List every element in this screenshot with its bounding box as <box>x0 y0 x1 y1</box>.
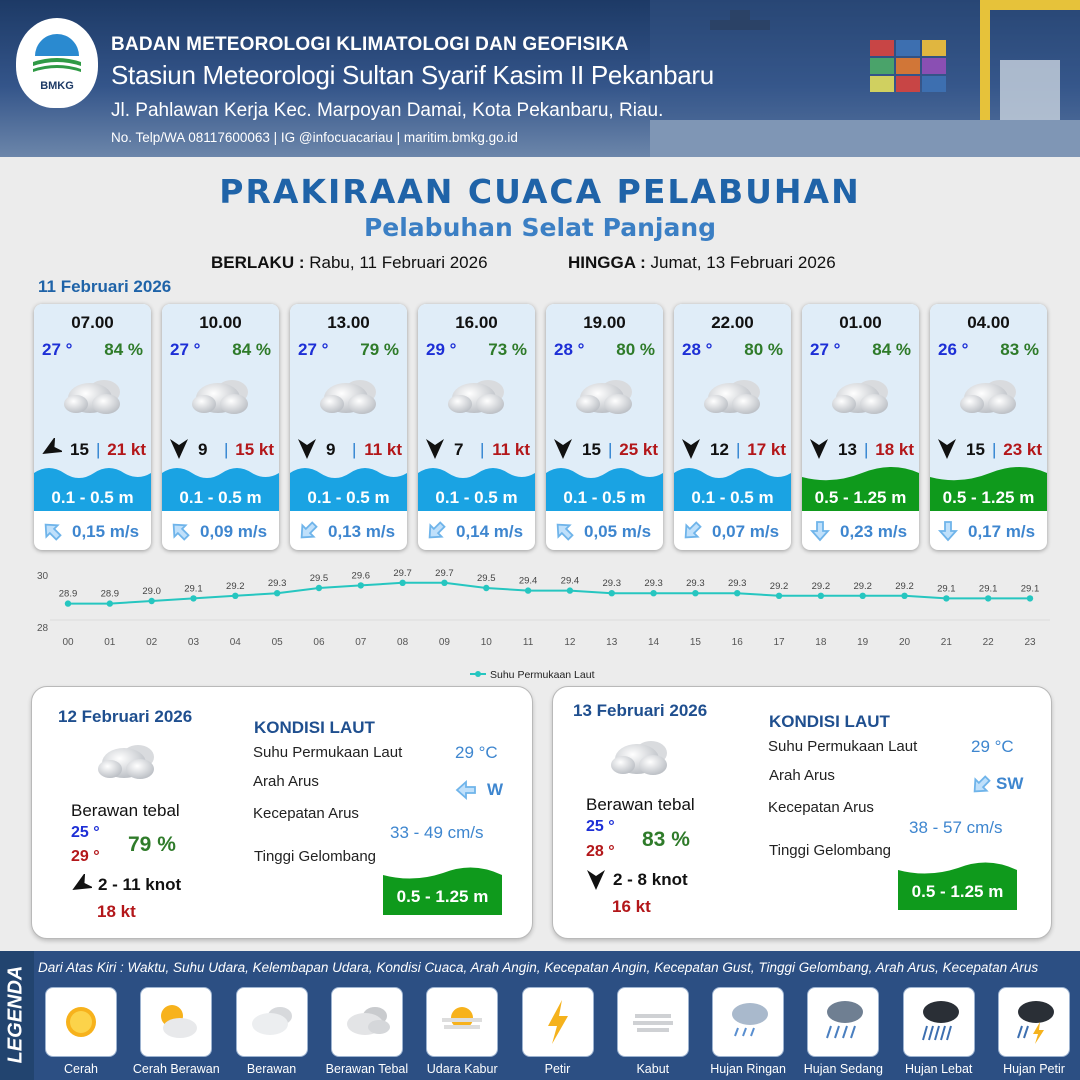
legend-side <box>0 951 34 1080</box>
forecast-time: 10.00 <box>199 313 242 332</box>
legend-label: Suhu Permukaan Laut <box>490 669 595 681</box>
day-condition: Berawan tebal <box>71 801 180 820</box>
wind-row <box>40 438 148 460</box>
x-tick-label: 12 <box>564 637 576 648</box>
legend-item <box>797 987 889 1076</box>
sst-point <box>441 580 447 586</box>
legend-icon-box <box>45 987 117 1057</box>
forecast-time: 22.00 <box>711 313 754 332</box>
wind-speed: 12 <box>710 440 729 459</box>
legend-item-label: Cerah Berawan <box>132 1062 220 1076</box>
wind-gust: 23 kt <box>1003 440 1042 459</box>
wave-height-value: 0.5 - 1.25 m <box>911 882 1004 901</box>
legend-panel <box>0 951 1080 1080</box>
legend-item <box>130 987 222 1076</box>
valid-from <box>211 253 488 273</box>
day-gust: 16 kt <box>612 897 651 916</box>
data-label: 29.3 <box>644 578 663 590</box>
legend-item <box>607 987 699 1076</box>
current-speed: 0,07 m/s <box>712 522 780 541</box>
humidity: 80 % <box>616 340 655 359</box>
wind-separator: | <box>992 440 997 459</box>
wind-speed: 7 <box>454 440 464 459</box>
x-tick-label: 22 <box>982 637 994 648</box>
hourly-card <box>162 304 279 550</box>
page-title: PRAKIRAAN CUACA PELABUHAN <box>219 172 861 211</box>
x-tick-label: 15 <box>689 637 701 648</box>
overcast-icon <box>316 374 382 420</box>
current-direction-icon <box>424 519 448 543</box>
legend-item-label: Berawan <box>246 1062 297 1076</box>
forecast-time: 01.00 <box>839 313 882 332</box>
sst-point <box>943 595 949 601</box>
current-direction-icon <box>808 519 832 543</box>
wind-direction-icon <box>424 438 446 460</box>
day-gust: 18 kt <box>97 902 136 921</box>
current-direction-icon <box>936 519 960 543</box>
haze-icon <box>434 994 490 1050</box>
sst-point <box>148 598 154 604</box>
wind-speed: 15 <box>966 440 985 459</box>
x-tick-label: 10 <box>480 637 492 648</box>
overcast-icon <box>607 735 673 781</box>
wave-height-box <box>898 858 1017 910</box>
sst-point <box>859 593 865 599</box>
x-tick-label: 13 <box>606 637 618 648</box>
x-tick-label: 03 <box>187 637 200 648</box>
port-name: Pelabuhan Selat Panjang <box>363 213 717 242</box>
fog-icon <box>625 994 681 1050</box>
data-label: 29.2 <box>811 580 831 592</box>
sst-point <box>399 580 405 586</box>
wind-separator: | <box>864 440 869 459</box>
forecast-time: 16.00 <box>455 313 498 332</box>
overcast-icon <box>572 374 638 420</box>
valid-from-value: Rabu, 11 Februari 2026 <box>309 253 488 272</box>
forecast-time: 19.00 <box>583 313 626 332</box>
current-row <box>290 514 407 550</box>
air-temperature: 27 ° <box>298 340 329 359</box>
y-tick-label: 28 <box>37 623 49 634</box>
x-tick-label: 16 <box>731 637 743 648</box>
legend-icon-box <box>617 987 689 1057</box>
data-label: 29.5 <box>309 573 329 584</box>
day-humidity: 79 % <box>128 833 176 856</box>
wind-speed: 13 <box>838 440 857 459</box>
wave-height: 0.1 - 0.5 m <box>435 488 518 507</box>
current-row <box>418 514 535 550</box>
wind-speed: 9 <box>326 440 336 459</box>
wind-separator: | <box>224 440 229 459</box>
current-row <box>162 514 279 550</box>
sst-point <box>107 600 113 606</box>
data-label: 29.1 <box>937 583 956 595</box>
legend-icon-box <box>807 987 879 1057</box>
wind-row <box>168 438 276 460</box>
sst-point <box>776 593 782 599</box>
hourly-card <box>34 304 151 550</box>
bmkg-emblem-icon <box>29 34 85 78</box>
light-rain-icon <box>720 994 776 1050</box>
sst-point <box>609 590 615 596</box>
wind-gust: 17 kt <box>747 440 786 459</box>
air-temperature: 27 ° <box>42 340 73 359</box>
sun-cloud-icon <box>148 994 204 1050</box>
sst-point <box>985 595 991 601</box>
wind-row <box>424 438 532 460</box>
data-label: 29.3 <box>686 578 705 590</box>
sst-point <box>525 587 531 593</box>
hourly-card <box>418 304 535 550</box>
humidity: 80 % <box>744 340 783 359</box>
current-row <box>546 514 663 550</box>
current-row <box>930 514 1047 550</box>
wind-separator: | <box>480 440 485 459</box>
logo-text: BMKG <box>40 80 74 92</box>
valid-to-label: HINGGA : <box>568 253 646 272</box>
x-tick-label: 11 <box>522 637 534 648</box>
forecast-time: 07.00 <box>71 313 114 332</box>
legend-icon-box <box>331 987 403 1057</box>
humidity: 73 % <box>488 340 527 359</box>
air-temperature: 26 ° <box>938 340 969 359</box>
wind-separator: | <box>96 440 101 459</box>
x-tick-label: 19 <box>857 637 869 648</box>
current-direction-icon <box>296 519 320 543</box>
hourly-card <box>930 304 1047 550</box>
x-tick-label: 23 <box>1024 637 1036 648</box>
x-tick-label: 07 <box>355 637 367 648</box>
wave-height: 0.1 - 0.5 m <box>563 488 646 507</box>
x-tick-label: 20 <box>898 637 911 648</box>
data-label: 29.2 <box>853 580 872 592</box>
current-speed: 0,17 m/s <box>968 522 1036 541</box>
legend-item-label: Hujan Lebat <box>904 1062 973 1076</box>
wind-direction-icon <box>808 438 830 460</box>
sst-point <box>483 585 489 591</box>
overcast-icon <box>339 994 395 1050</box>
data-label: 29.6 <box>351 570 371 582</box>
station-address: Jl. Pahlawan Kerja Kec. Marpoyan Damai, Kota Pekanbaru, Riau. <box>111 100 664 121</box>
x-tick-label: 21 <box>940 637 952 648</box>
wave-height-label: Tinggi Gelombang <box>769 842 892 859</box>
humidity: 84 % <box>232 340 271 359</box>
current-direction-icon <box>967 773 995 797</box>
humidity: 79 % <box>360 340 399 359</box>
wind-row <box>936 438 1044 460</box>
x-tick-label: 02 <box>146 637 158 648</box>
current-dir-label: Arah Arus <box>769 767 835 784</box>
valid-to-value: Jumat, 13 Februari 2026 <box>650 253 836 272</box>
air-temperature: 27 ° <box>810 340 841 359</box>
current-speed-label: Kecepatan Arus <box>253 805 359 822</box>
wind-direction-icon <box>40 438 62 460</box>
data-label: 28.9 <box>100 588 120 600</box>
legend-icon-box <box>426 987 498 1057</box>
wave-height: 0.1 - 0.5 m <box>179 488 262 507</box>
data-label: 29.4 <box>560 575 580 587</box>
legend-description: Dari Atas Kiri : Waktu, Suhu Udara, Kelembapan Udara, Kondisi Cuaca, Arah Angin, Kecepatan Angin, Kecepatan Gust, Tinggi Gelombang, Arah Arus, Kecepatan Arus <box>38 960 1039 975</box>
current-dir-value: W <box>487 780 504 799</box>
day-temp-max: 28 ° <box>586 843 615 860</box>
bmkg-logo <box>16 18 98 108</box>
overcast-icon <box>188 374 254 420</box>
day-temp-max: 29 ° <box>71 848 100 865</box>
forecast-time: 04.00 <box>967 313 1010 332</box>
sst-point <box>65 600 71 606</box>
data-label: 29.2 <box>769 580 789 592</box>
wave-height: 0.5 - 1.25 m <box>814 488 907 507</box>
current-speed: 0,09 m/s <box>200 522 268 541</box>
current-direction-icon <box>40 519 64 543</box>
x-tick-label: 09 <box>438 637 450 648</box>
legend-item <box>35 987 127 1076</box>
overcast-icon <box>94 739 160 785</box>
wave-height: 0.1 - 0.5 m <box>51 488 134 507</box>
wave-height-label: Tinggi Gelombang <box>254 848 377 865</box>
air-temperature: 27 ° <box>170 340 201 359</box>
x-tick-label: 05 <box>271 637 283 648</box>
wind-direction-icon <box>296 438 318 460</box>
current-row <box>34 514 151 550</box>
x-tick-label: 08 <box>397 637 409 648</box>
wave-height: 0.1 - 0.5 m <box>307 488 390 507</box>
legend-item-label: Petir <box>544 1062 571 1076</box>
legend-item-label: Cerah <box>63 1062 99 1076</box>
current-speed: 0,14 m/s <box>456 522 524 541</box>
overcast-icon <box>956 374 1022 420</box>
data-label: 29.7 <box>435 567 454 579</box>
agency-name: BADAN METEOROLOGI KLIMATOLOGI DAN GEOFISIKA <box>111 34 629 55</box>
wind-direction-icon <box>168 438 190 460</box>
legend-item <box>416 987 508 1076</box>
kondisi-laut-title: KONDISI LAUT <box>769 712 890 731</box>
legend-item-label: Hujan Ringan <box>710 1062 786 1076</box>
legend-icon-box <box>903 987 975 1057</box>
legend-icon-box <box>140 987 212 1057</box>
legend-icon-box <box>522 987 594 1057</box>
sst-value: 29 °C <box>455 743 498 762</box>
legend-item-label: Hujan Sedang <box>803 1062 883 1076</box>
air-temperature: 28 ° <box>682 340 713 359</box>
current-speed-value: 33 - 49 cm/s <box>390 823 484 842</box>
hourly-card <box>674 304 791 550</box>
legend-item <box>226 987 318 1076</box>
current-direction-icon <box>680 519 704 543</box>
wind-direction-icon <box>552 438 574 460</box>
data-label: 29.3 <box>267 578 287 590</box>
y-tick-label: 30 <box>37 571 49 582</box>
wind-separator: | <box>736 440 741 459</box>
sst-label: Suhu Permukaan Laut <box>253 744 403 761</box>
day-date: 12 Februari 2026 <box>58 707 193 726</box>
data-label: 29.3 <box>727 578 747 590</box>
wind-gust: 11 kt <box>364 440 402 459</box>
overcast-icon <box>828 374 894 420</box>
data-label: 29.3 <box>602 578 621 590</box>
current-speed-label: Kecepatan Arus <box>768 799 874 816</box>
heavy-rain-icon <box>911 994 967 1050</box>
lightning-icon <box>530 994 586 1050</box>
sst-point <box>567 587 573 593</box>
sst-point <box>316 585 322 591</box>
air-temperature: 29 ° <box>426 340 457 359</box>
sst-point <box>692 590 698 596</box>
current-speed: 0,23 m/s <box>840 522 908 541</box>
wave-height-value: 0.5 - 1.25 m <box>396 887 489 906</box>
sst-point <box>1027 595 1033 601</box>
x-tick-label: 14 <box>648 637 660 648</box>
data-label: 29.7 <box>393 567 412 579</box>
data-label: 29.2 <box>226 580 245 592</box>
legend-item <box>321 987 413 1076</box>
wind-speed: 9 <box>198 440 208 459</box>
wind-direction-icon <box>585 869 607 891</box>
humidity: 84 % <box>104 340 143 359</box>
legend-icon-box <box>712 987 784 1057</box>
data-label: 29.4 <box>518 575 538 587</box>
current-speed: 0,05 m/s <box>584 522 652 541</box>
current-speed: 0,15 m/s <box>72 522 140 541</box>
legend-side-label: LEGENDA <box>4 965 27 1064</box>
day-humidity: 83 % <box>642 828 690 851</box>
day-box-13 <box>552 686 1052 939</box>
hourly-card <box>546 304 663 550</box>
sst-point <box>650 590 656 596</box>
current-speed: 0,13 m/s <box>328 522 396 541</box>
wind-gust: 15 kt <box>235 440 274 459</box>
data-label: 29.1 <box>978 583 998 595</box>
sst-point <box>190 595 196 601</box>
day-wind-range: 2 - 11 knot <box>98 875 182 894</box>
legend-item-label: Udara Kabur <box>426 1062 498 1076</box>
day-condition: Berawan tebal <box>586 795 695 814</box>
sst-point <box>358 582 364 588</box>
wind-row <box>680 438 788 460</box>
x-tick-label: 04 <box>229 637 241 648</box>
x-tick-label: 01 <box>104 637 116 648</box>
station-name: Stasiun Meteorologi Sultan Syarif Kasim II Pekanbaru <box>111 60 714 90</box>
legend-icon-box <box>236 987 308 1057</box>
valid-to <box>568 253 836 273</box>
forecast-time: 13.00 <box>327 313 370 332</box>
humidity: 83 % <box>1000 340 1039 359</box>
port-illustration <box>650 0 1080 157</box>
sst-label: Suhu Permukaan Laut <box>768 738 918 755</box>
wind-gust: 21 kt <box>107 440 146 459</box>
wind-separator: | <box>352 440 357 459</box>
wind-direction-icon <box>680 438 702 460</box>
kondisi-laut-title: KONDISI LAUT <box>254 718 375 737</box>
wind-speed: 15 <box>582 440 601 459</box>
sst-point <box>901 593 907 599</box>
legend-item-label: Hujan Petir <box>1003 1062 1065 1076</box>
wind-row <box>296 438 404 460</box>
hourly-card <box>802 304 919 550</box>
data-label: 28.9 <box>58 588 78 600</box>
current-row <box>674 514 791 550</box>
wind-gust: 25 kt <box>619 440 658 459</box>
current-row <box>802 514 919 550</box>
legend-marker <box>475 671 481 677</box>
sst-point <box>734 590 740 596</box>
legend-item <box>702 987 794 1076</box>
current-direction-icon <box>452 778 480 802</box>
data-label: 29.2 <box>895 580 914 592</box>
legend-item <box>988 987 1080 1076</box>
data-label: 29.5 <box>477 573 496 584</box>
wave-height-box <box>383 863 502 915</box>
day-temp-min: 25 ° <box>71 824 100 841</box>
x-tick-label: 00 <box>62 637 74 648</box>
current-dir-label: Arah Arus <box>253 773 319 790</box>
overcast-icon <box>444 374 510 420</box>
wind-row <box>808 438 916 460</box>
legend-item-label: Kabut <box>636 1062 670 1076</box>
current-direction-icon <box>168 519 192 543</box>
sun-icon <box>53 994 109 1050</box>
wind-separator: | <box>608 440 613 459</box>
wind-gust: 18 kt <box>875 440 914 459</box>
x-tick-label: 18 <box>815 637 827 648</box>
humidity: 84 % <box>872 340 911 359</box>
current-speed-value: 38 - 57 cm/s <box>909 818 1003 837</box>
data-label: 29.1 <box>184 583 203 595</box>
data-label: 29.1 <box>1020 583 1040 595</box>
hourly-card <box>290 304 407 550</box>
sst-point <box>274 590 280 596</box>
header-banner <box>0 0 1080 157</box>
day-temp-min: 25 ° <box>586 818 615 835</box>
legend-item <box>512 987 604 1076</box>
overcast-icon <box>700 374 766 420</box>
wind-row <box>552 438 660 460</box>
day-date: 13 Februari 2026 <box>573 701 708 720</box>
current-dir-value: SW <box>996 774 1024 793</box>
legend-item-label: Berawan Tebal <box>325 1062 409 1076</box>
moderate-rain-icon <box>815 994 871 1050</box>
x-tick-label: 17 <box>773 637 785 648</box>
day1-date: 11 Februari 2026 <box>38 277 172 296</box>
sst-point <box>818 593 824 599</box>
sst-point <box>232 593 238 599</box>
data-label: 29.0 <box>142 586 161 597</box>
sst-chart <box>30 565 1060 685</box>
legend-icon-box <box>998 987 1070 1057</box>
wave-height: 0.5 - 1.25 m <box>942 488 1035 507</box>
station-contact: No. Telp/WA 08117600063 | IG @infocuacariau | maritim.bmkg.go.id <box>111 130 518 145</box>
thunderstorm-icon <box>1006 994 1062 1050</box>
wind-speed: 15 <box>70 440 89 459</box>
cloudy-icon <box>244 994 300 1050</box>
legend-item <box>893 987 985 1076</box>
wind-direction-icon <box>936 438 958 460</box>
wind-direction-icon <box>70 874 92 896</box>
air-temperature: 28 ° <box>554 340 585 359</box>
day-box-12 <box>31 686 533 939</box>
current-direction-icon <box>552 519 576 543</box>
sst-value: 29 °C <box>971 737 1014 756</box>
valid-from-label: BERLAKU : <box>211 253 305 272</box>
overcast-icon <box>60 374 126 420</box>
wind-gust: 11 kt <box>492 440 530 459</box>
x-tick-label: 06 <box>313 637 325 648</box>
wave-height: 0.1 - 0.5 m <box>691 488 774 507</box>
day-wind-range: 2 - 8 knot <box>613 870 688 889</box>
